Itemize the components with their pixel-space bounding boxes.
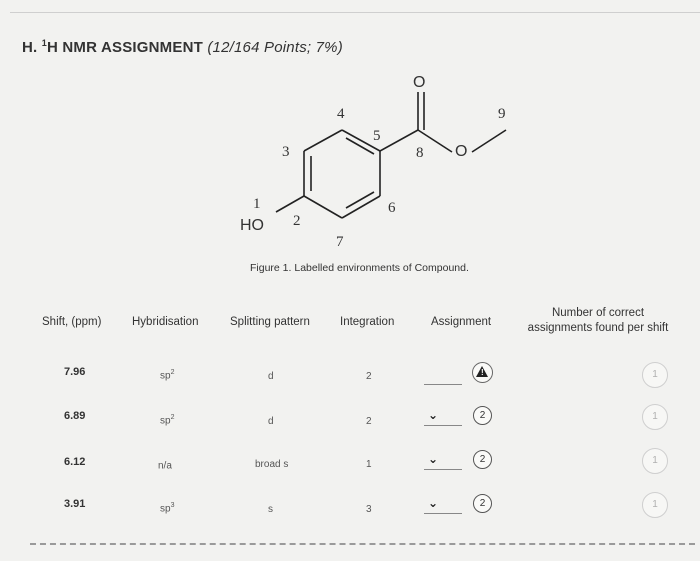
- integration-value: 2: [366, 416, 372, 427]
- assignment-select[interactable]: [424, 495, 462, 514]
- assignment-select[interactable]: [424, 407, 462, 426]
- hybridisation-value: $sp^3$: [160, 502, 175, 515]
- integration-value: 2: [366, 371, 372, 382]
- splitting-value: d: [268, 371, 274, 382]
- warning-icon: !: [472, 362, 493, 383]
- ester-oxygen: O: [455, 143, 468, 160]
- correct-count-badge: 1: [642, 362, 668, 388]
- label-6: 6: [388, 200, 396, 216]
- shift-value: 6.89: [64, 410, 86, 422]
- carbonyl-oxygen: O: [413, 74, 426, 91]
- chevron-down-icon: ⌄: [428, 496, 439, 510]
- shift-value: 6.12: [64, 456, 86, 468]
- header-hybridisation: Hybridisation: [132, 316, 199, 328]
- chevron-down-icon: ⌄: [428, 452, 439, 466]
- label-7: 7: [336, 234, 344, 250]
- splitting-value: s: [268, 504, 273, 515]
- correct-count-badge: 1: [642, 492, 668, 518]
- assignment-count-badge: 2: [473, 406, 492, 425]
- integration-value: 1: [366, 459, 372, 470]
- hybridisation-value: n/a: [158, 460, 172, 472]
- splitting-value: broad s: [255, 459, 289, 470]
- hydroxyl-label: HO: [240, 217, 264, 234]
- label-1: 1: [253, 196, 261, 212]
- assignment-count-badge: 2: [473, 450, 492, 469]
- label-9: 9: [498, 106, 506, 122]
- hybridisation-value: $sp^2$: [160, 369, 175, 382]
- label-4: 4: [337, 106, 345, 122]
- hybridisation-value: $sp^2$: [160, 414, 175, 427]
- assignment-count-badge: 2: [473, 494, 492, 513]
- label-8: 8: [416, 145, 424, 161]
- label-5: 5: [373, 128, 381, 144]
- integration-value: 3: [366, 504, 372, 515]
- points-info: (12/164 Points; 7%): [207, 39, 343, 56]
- question-title: H. $^1$H NMR ASSIGNMENT (12/164 Points; 7%): [22, 38, 343, 56]
- header-correct-count: Number of correct assignments found per shift: [527, 307, 669, 334]
- correct-count-badge: 1: [642, 448, 668, 474]
- correct-count-badge: 1: [642, 404, 668, 430]
- header-integration: Integration: [340, 316, 395, 328]
- header-splitting: Splitting pattern: [230, 316, 310, 328]
- bottom-dashed-divider: [30, 543, 695, 545]
- assignment-select[interactable]: [424, 366, 462, 385]
- label-3: 3: [282, 144, 290, 160]
- header-shift: Shift, (ppm): [42, 316, 102, 328]
- figure-caption: Figure 1. Labelled environments of Compound.: [250, 262, 469, 274]
- assignment-select[interactable]: [424, 451, 462, 470]
- header-assignment: Assignment: [431, 316, 492, 328]
- splitting-value: d: [268, 416, 274, 427]
- shift-value: 7.96: [64, 366, 86, 378]
- shift-value: 3.91: [64, 498, 86, 510]
- label-2: 2: [293, 213, 301, 229]
- chevron-down-icon: ⌄: [428, 408, 439, 422]
